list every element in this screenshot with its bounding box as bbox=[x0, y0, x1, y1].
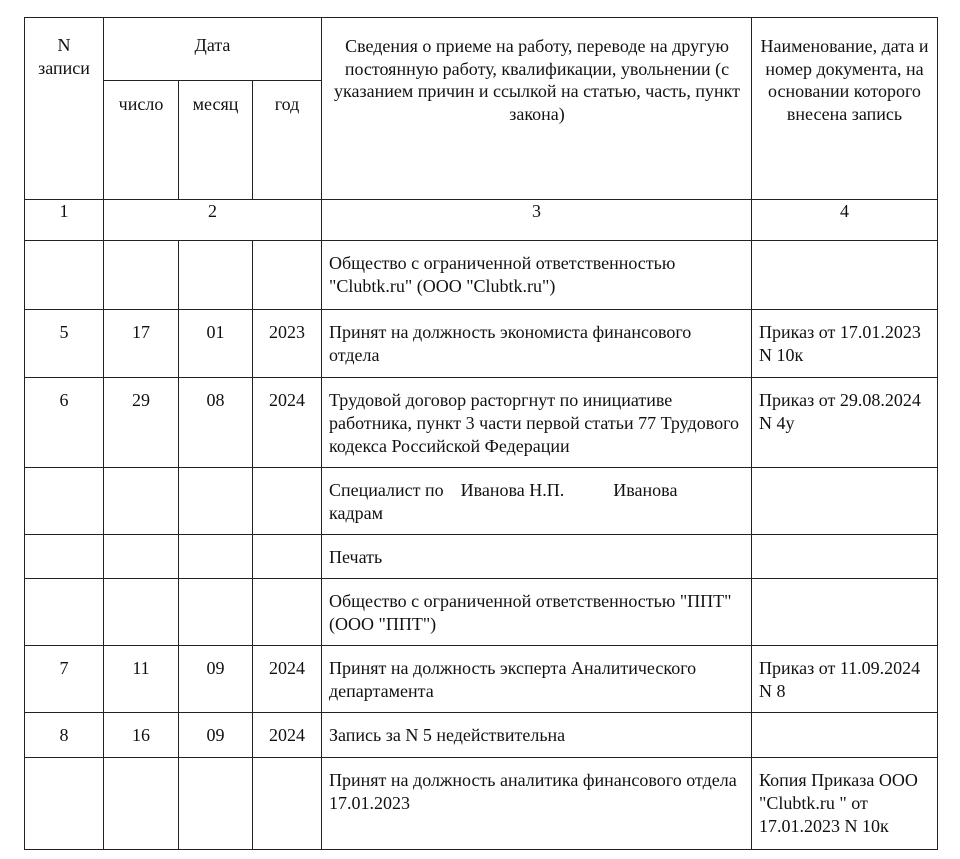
column-number: 1 bbox=[25, 200, 104, 241]
record-document: Копия Приказа ООО "Clubtk.ru " от 17.01.2023 N 10к bbox=[752, 758, 938, 850]
header-year: год bbox=[253, 81, 322, 200]
record-info: Общество с ограниченной ответственностью "ППТ" (ООО "ППТ") bbox=[322, 579, 752, 646]
column-number: 4 bbox=[752, 200, 938, 241]
record-day: 11 bbox=[104, 646, 179, 713]
signer-name: Иванова Н.П. bbox=[460, 480, 565, 500]
record-document: Приказ от 29.08.2024 N 4у bbox=[752, 378, 938, 468]
table-row bbox=[25, 468, 938, 535]
record-number: 8 bbox=[25, 713, 104, 758]
record-month bbox=[179, 535, 253, 579]
record-year: 2024 bbox=[253, 378, 322, 468]
column-number: 3 bbox=[322, 200, 752, 241]
table-row bbox=[25, 713, 938, 758]
record-month: 09 bbox=[179, 713, 253, 758]
record-year bbox=[253, 468, 322, 535]
record-month: 08 bbox=[179, 378, 253, 468]
record-year: 2023 bbox=[253, 310, 322, 378]
record-day bbox=[104, 758, 179, 850]
column-number: 2 bbox=[104, 200, 322, 241]
signature-block bbox=[322, 468, 752, 535]
record-document: Приказ от 17.01.2023 N 10к bbox=[752, 310, 938, 378]
record-info: Запись за N 5 недействительна bbox=[322, 713, 752, 758]
table-row bbox=[25, 535, 938, 579]
record-number: 6 bbox=[25, 378, 104, 468]
header-day: число bbox=[104, 81, 179, 200]
record-month bbox=[179, 241, 253, 310]
record-year: 2024 bbox=[253, 646, 322, 713]
table-row bbox=[25, 646, 938, 713]
record-day bbox=[104, 468, 179, 535]
header-document: Наименование, дата и номер документа, на основании которого внесена запись bbox=[752, 18, 938, 200]
record-document bbox=[752, 579, 938, 646]
record-year bbox=[253, 241, 322, 310]
record-month: 01 bbox=[179, 310, 253, 378]
record-month bbox=[179, 468, 253, 535]
record-month bbox=[179, 579, 253, 646]
record-month: 09 bbox=[179, 646, 253, 713]
table-row bbox=[25, 579, 938, 646]
record-day: 29 bbox=[104, 378, 179, 468]
work-record-table bbox=[24, 17, 938, 850]
signer-position-cont: кадрам bbox=[329, 503, 383, 523]
record-number bbox=[25, 535, 104, 579]
record-day: 16 bbox=[104, 713, 179, 758]
record-day: 17 bbox=[104, 310, 179, 378]
header-record-number: N записи bbox=[25, 18, 104, 200]
stamp-label: Печать bbox=[322, 535, 752, 579]
signer-position: Специалист по bbox=[329, 480, 444, 500]
record-year bbox=[253, 758, 322, 850]
record-number bbox=[25, 579, 104, 646]
table-row bbox=[25, 241, 938, 310]
record-number bbox=[25, 241, 104, 310]
table-row bbox=[25, 378, 938, 468]
table-row bbox=[25, 758, 938, 850]
record-number bbox=[25, 758, 104, 850]
table-row bbox=[25, 310, 938, 378]
record-document bbox=[752, 468, 938, 535]
record-document bbox=[752, 535, 938, 579]
record-document: Приказ от 11.09.2024 N 8 bbox=[752, 646, 938, 713]
header-date: Дата bbox=[104, 18, 322, 81]
record-info: Общество с ограниченной ответственностью "Clubtk.ru" (ООО "Clubtk.ru") bbox=[322, 241, 752, 310]
record-number bbox=[25, 468, 104, 535]
record-number: 5 bbox=[25, 310, 104, 378]
record-info: Принят на должность аналитика финансового отдела 17.01.2023 bbox=[322, 758, 752, 850]
record-document bbox=[752, 241, 938, 310]
record-info: Принят на должность эксперта Аналитического департамента bbox=[322, 646, 752, 713]
record-year: 2024 bbox=[253, 713, 322, 758]
record-day bbox=[104, 241, 179, 310]
signer-signature: Иванова bbox=[613, 480, 678, 500]
record-document bbox=[752, 713, 938, 758]
record-info: Трудовой договор расторгнут по инициативе работника, пункт 3 части первой статьи 77 Трудового кодекса Российской Федерации bbox=[322, 378, 752, 468]
record-year bbox=[253, 535, 322, 579]
record-info: Принят на должность экономиста финансового отдела bbox=[322, 310, 752, 378]
record-day bbox=[104, 535, 179, 579]
record-month bbox=[179, 758, 253, 850]
record-year bbox=[253, 579, 322, 646]
record-day bbox=[104, 579, 179, 646]
header-month: месяц bbox=[179, 81, 253, 200]
header-info: Сведения о приеме на работу, переводе на другую постоянную работу, квалификации, увольнении (с указанием причин и ссылкой на статью, часть, пункт закона) bbox=[322, 18, 752, 200]
record-number: 7 bbox=[25, 646, 104, 713]
